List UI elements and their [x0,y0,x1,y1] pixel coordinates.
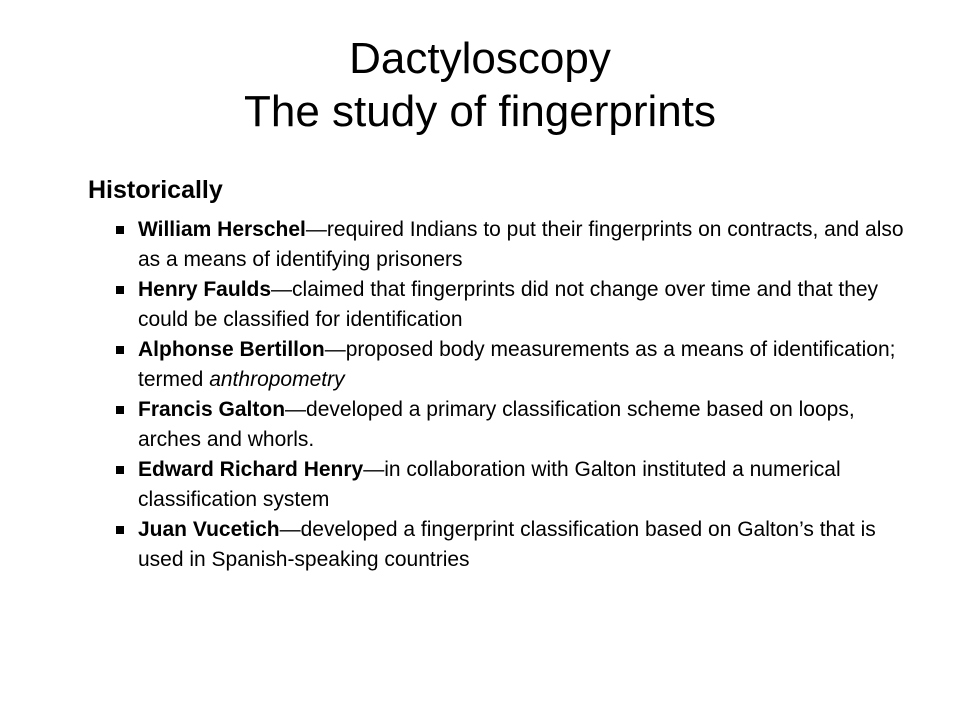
item-description: —developed a fingerprint classification based on Galton’s that is used in Spanish-speaking countries [138,518,876,571]
bullet-item-bertillon [114,335,914,395]
item-description: —proposed body measurements as a means of identification; termed [138,338,896,391]
square-bullet-icon [116,226,124,234]
item-description: —in collaboration with Galton instituted a numerical classification system [138,458,841,511]
person-name: Juan Vucetich [138,518,280,541]
square-bullet-icon [116,286,124,294]
bullet-item-galton [114,395,914,455]
person-name: Alphonse Bertillon [138,338,325,361]
square-bullet-icon [116,526,124,534]
slide-title [0,32,960,138]
person-name: Edward Richard Henry [138,458,364,481]
square-bullet-icon [116,406,124,414]
bullet-item-faulds [114,275,914,335]
square-bullet-icon [116,346,124,354]
italic-term: anthropometry [209,368,345,391]
bullet-list [114,215,914,575]
item-description: —developed a primary classification scheme based on loops, arches and whorls. [138,398,855,451]
item-description: —claimed that fingerprints did not change over time and that they could be classified for identification [138,278,879,331]
slide-title-line-2: The study of fingerprints [243,87,716,136]
bullet-item-herschel [114,215,914,275]
section-heading: Historically [88,176,223,204]
person-name: Francis Galton [138,398,286,421]
slide-title-line-1: Dactyloscopy [349,34,611,83]
person-name: William Herschel [138,218,306,241]
person-name: Henry Faulds [138,278,272,301]
bullet-item-vucetich [114,515,914,575]
item-description: —required Indians to put their fingerprints on contracts, and also as a means of identifying prisoners [138,218,904,271]
square-bullet-icon [116,466,124,474]
bullet-item-henry [114,455,914,515]
